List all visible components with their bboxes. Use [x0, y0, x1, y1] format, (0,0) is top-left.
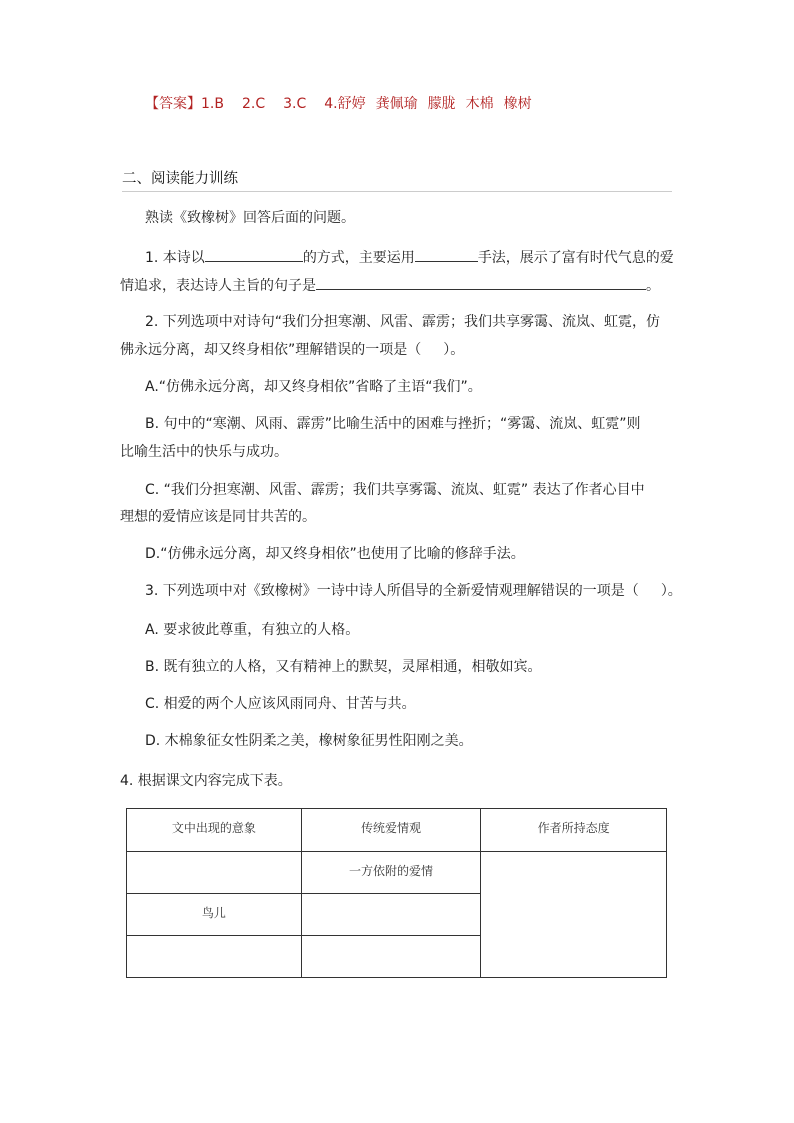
table-row [127, 852, 667, 894]
q1-blank-1[interactable] [205, 247, 303, 262]
imagery-table [126, 808, 667, 978]
q1-text: 1. 本诗以 [145, 250, 205, 266]
table-header-cell: 作者所持态度 [481, 809, 667, 852]
q1-blank-3[interactable] [316, 275, 646, 290]
section-intro: 熟读《致橡树》回答后面的问题。 [145, 210, 355, 226]
q3-option-d: D. 木棉象征女性阴柔之美，橡树象征男性阳刚之美。 [145, 733, 473, 749]
q2-option-b: B. 句中的“寒潮、风雨、霹雳”比喻生活中的困难与挫折；“雾霭、流岚、虹霓”则 [145, 416, 641, 432]
answer-item: 1.B [201, 96, 224, 112]
table-cell[interactable]: 鸟儿 [127, 894, 302, 936]
q3-text: ）。 [660, 583, 682, 599]
answer-item: 2.C [241, 96, 266, 112]
q1-line1 [145, 247, 674, 268]
q2-option-a: A.“仿佛永远分离，却又终身相依”省略了主语“我们”。 [145, 379, 482, 395]
section-title: 二、阅读能力训练 [122, 171, 238, 187]
answer-item: 木棉 [465, 96, 494, 112]
q2-option-c-cont: 理想的爱情应该是同甘共苦的。 [120, 509, 316, 525]
answer-item: 4.舒婷 [324, 96, 366, 112]
table-header-cell: 文中出现的意象 [127, 809, 302, 852]
q1-text: 手法，展示了富有时代气息的爱 [477, 250, 674, 266]
q2-option-c: C. “我们分担寒潮、风雷、霹雳；我们共享雾霭、流岚、虹霓” 表达了作者心目中 [145, 482, 645, 498]
answer-label: 【答案】 [145, 96, 201, 112]
q2-option-b-cont: 比喻生活中的快乐与成功。 [120, 444, 288, 460]
q1-text: 的方式，主要运用 [302, 250, 415, 266]
section-divider [122, 191, 672, 192]
table-cell[interactable] [127, 852, 302, 894]
table-cell[interactable] [301, 894, 481, 936]
answer-item: 3.C [283, 96, 307, 112]
q3-option-b: B. 既有独立的人格，又有精神上的默契，灵犀相通，相敬如宾。 [145, 659, 542, 675]
q3-option-a: A. 要求彼此尊重，有独立的人格。 [145, 622, 360, 638]
q1-text: 。 [646, 278, 660, 294]
q1-blank-2[interactable] [415, 247, 478, 262]
q1-line2 [120, 275, 660, 296]
table-header-cell: 传统爱情观 [301, 809, 481, 852]
answer-line [145, 94, 532, 114]
table-cell[interactable]: 一方依附的爱情 [301, 852, 481, 894]
table-cell[interactable] [301, 936, 481, 978]
q2-text: ）。 [443, 342, 465, 358]
q1-text: 情追求，表达诗人主旨的句子是 [120, 278, 316, 294]
q4-prompt: 4. 根据课文内容完成下表。 [120, 773, 292, 789]
answer-item: 龚佩瑜 [375, 96, 418, 112]
answer-item: 朦胧 [427, 96, 456, 112]
q3-text: 3. 下列选项中对《致橡树》一诗中诗人所倡导的全新爱情观理解错误的一项是（ [145, 583, 639, 599]
q2-line1: 2. 下列选项中对诗句“我们分担寒潮、风雷、霹雳；我们共享雾霭、流岚、虹霓，仿 [145, 314, 661, 330]
table-header-row [127, 809, 667, 852]
q2-option-d: D.“仿佛永远分离，却又终身相依”也使用了比喻的修辞手法。 [145, 546, 525, 562]
q2-text: 佛永远分离，却又终身相依”理解错误的一项是（ [120, 342, 422, 358]
q3-line [145, 581, 682, 601]
table-cell-attitude[interactable] [481, 852, 667, 978]
q2-line2 [120, 340, 464, 360]
table-cell[interactable] [127, 936, 302, 978]
answer-item: 橡树 [503, 96, 532, 112]
q3-option-c: C. 相爱的两个人应该风雨同舟、甘苦与共。 [145, 696, 416, 712]
